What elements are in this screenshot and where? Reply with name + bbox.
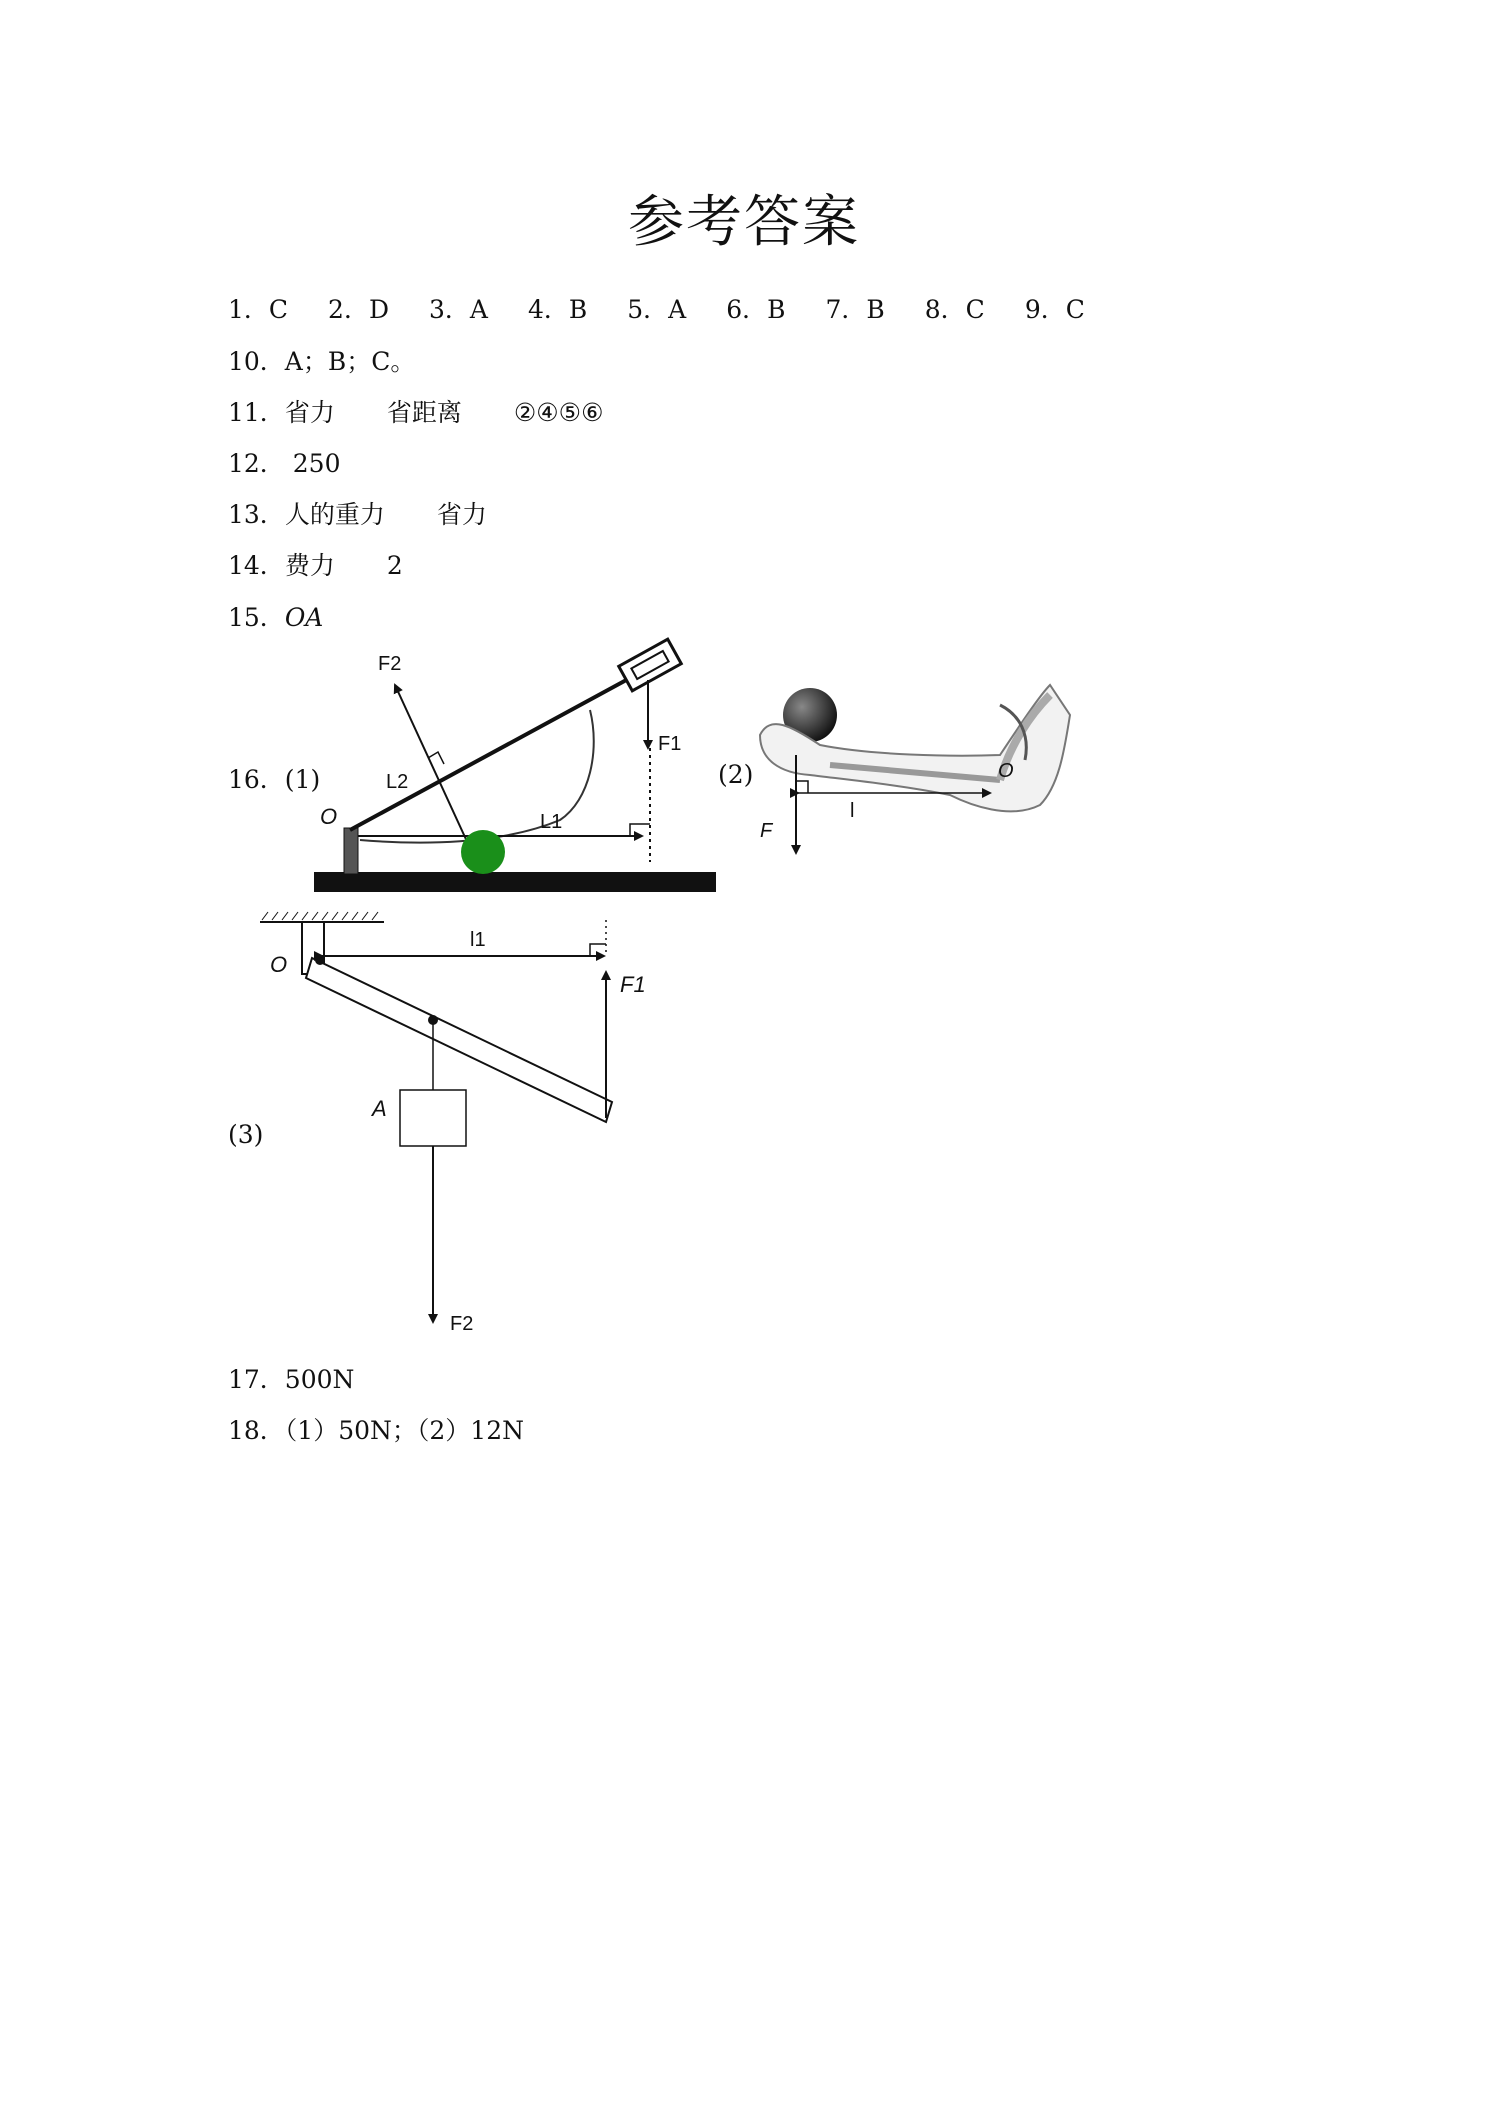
answer-2: 2．D xyxy=(328,295,389,324)
answers-1-9 xyxy=(228,290,1125,326)
answer-11-num: 11． xyxy=(228,398,285,427)
block-a xyxy=(400,1090,466,1146)
label-l1: l1 xyxy=(470,929,486,951)
label-f1: F1 xyxy=(658,733,682,755)
answer-14 xyxy=(228,546,403,582)
label-o: O xyxy=(320,804,338,829)
answer-11-c: ②④⑤⑥ xyxy=(513,398,604,427)
answer-11-b: 省距离 xyxy=(386,398,462,427)
answer-14-a: 费力 xyxy=(284,551,335,580)
right-angle-mark xyxy=(796,781,808,793)
label-a: A xyxy=(372,1096,387,1121)
label-l: l xyxy=(850,800,855,822)
answer-15 xyxy=(228,598,323,634)
answer-3: 3．A xyxy=(429,295,488,324)
answer-17: 17．500N xyxy=(228,1365,355,1394)
label-o: O xyxy=(270,952,288,977)
force-f2-arrow xyxy=(395,685,470,848)
answer-14-b: 2 xyxy=(386,551,403,580)
answer-1: 1．C xyxy=(228,295,289,324)
answer-15-a: OA xyxy=(284,603,324,632)
lever-diagram-1 xyxy=(300,640,730,900)
green-ball xyxy=(461,830,505,874)
lever-diagram-3 xyxy=(250,910,690,1350)
answer-13-num: 13． xyxy=(228,500,285,529)
answer-16-label: 16．(1) xyxy=(228,765,321,794)
answer-6: 6．B xyxy=(726,295,786,324)
answer-12: 12． 250 xyxy=(228,449,341,478)
answer-11 xyxy=(228,393,604,429)
label-f2: F2 xyxy=(378,653,402,675)
page-title: 参考答案 xyxy=(628,190,860,255)
handle xyxy=(619,639,682,691)
answer-9: 9．C xyxy=(1024,295,1085,324)
label-l2: L2 xyxy=(386,771,409,793)
label-l1: L1 xyxy=(540,811,563,833)
answer-5: 5．A xyxy=(627,295,687,324)
label-o: O xyxy=(998,760,1014,782)
label-f2: F2 xyxy=(450,1313,474,1335)
label-f1: F1 xyxy=(620,972,646,997)
pivot-post xyxy=(344,828,358,874)
arm-diagram xyxy=(750,685,1090,865)
answer-15-num: 15． xyxy=(228,603,285,632)
answer-13-a: 人的重力 xyxy=(284,500,385,529)
answer-16-part3: (3) xyxy=(228,1120,264,1149)
answer-16-part2: (2) xyxy=(718,760,754,789)
answer-14-num: 14． xyxy=(228,551,285,580)
answer-13-b: 省力 xyxy=(436,500,487,529)
right-angle-mark xyxy=(590,944,606,956)
answer-18: 18．（1）50N；（2）12N xyxy=(228,1416,524,1445)
answer-13 xyxy=(228,495,487,531)
lever-arm xyxy=(350,678,630,830)
answer-4: 4．B xyxy=(527,295,588,324)
answer-11-a: 省力 xyxy=(284,398,335,427)
ceiling-hatch xyxy=(262,912,378,920)
ground-base xyxy=(314,872,716,892)
answer-8: 8．C xyxy=(924,295,985,324)
right-angle-l1 xyxy=(630,824,650,836)
answer-7: 7．B xyxy=(825,295,885,324)
answer-10: 10．A；B；C。 xyxy=(228,347,416,376)
label-f: F xyxy=(760,820,773,842)
